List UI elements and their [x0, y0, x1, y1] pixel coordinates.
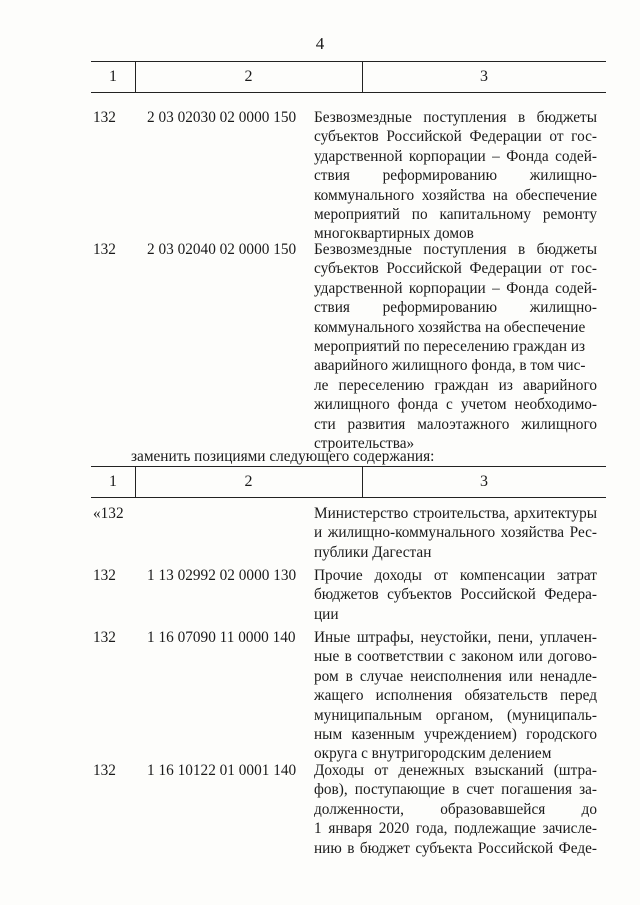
- description: [314, 628, 597, 764]
- description: [314, 566, 597, 624]
- code-admin: 132: [93, 762, 116, 779]
- intro-text: заменить позициями следующего содержания:: [131, 448, 435, 465]
- column-header: 2: [244, 68, 253, 85]
- description-line: ным казенным учреждением) городского: [314, 726, 597, 744]
- description: [314, 504, 597, 562]
- description-line: аварийного жилищного фонда, в том чис-: [314, 357, 586, 375]
- description-line: ные в соответствии с законом или догово-: [314, 648, 597, 666]
- column-header: 1: [109, 473, 117, 490]
- description-line: ствия реформированию жилищно-: [314, 299, 597, 317]
- description-line: публики Дагестан: [314, 543, 432, 561]
- budget-code: 1 16 07090 11 0000 140: [147, 629, 296, 646]
- column-header: 3: [480, 473, 488, 490]
- description-line: и жилищно-коммунального хозяйства Рес-: [314, 524, 597, 542]
- code-admin: 132: [93, 241, 116, 258]
- description-line: фов), поступающие в счет погашения за-: [314, 781, 597, 799]
- column-header: 1: [109, 68, 117, 85]
- column-header: 3: [480, 68, 488, 85]
- description-line: бюджетов субъектов Российской Федера-: [314, 586, 597, 604]
- description-line: Прочие доходы от компенсации затрат: [314, 567, 597, 584]
- description-line: жащего исполнения обязательств перед: [314, 687, 597, 705]
- description-line: 1 января 2020 года, подлежащие зачисле-: [314, 820, 597, 838]
- description-line: сти развития малоэтажного жилищного: [314, 415, 597, 433]
- budget-code: 2 03 02030 02 0000 150: [147, 109, 297, 126]
- table-header: [91, 466, 606, 498]
- description-line: субъектов Российской Федерации от гос-: [314, 260, 597, 278]
- table-header: [91, 61, 606, 93]
- description-line: ударственной корпорации – Фонда содей-: [314, 279, 597, 297]
- description-line: округа с внутригородским делением: [314, 745, 552, 763]
- code-admin: 132: [93, 109, 116, 126]
- description-line: Министерство строительства, архитектуры: [314, 505, 597, 522]
- description-line: коммунального хозяйства на обеспечение: [314, 186, 597, 204]
- description-line: ствия реформированию жилищно-: [314, 167, 597, 185]
- description: [314, 108, 597, 244]
- column-header: 2: [244, 473, 253, 490]
- code-admin: «132: [93, 505, 124, 522]
- description: [314, 240, 597, 453]
- description-line: строительства»: [314, 435, 415, 453]
- description-line: субъектов Российской Федерации от гос-: [314, 128, 597, 146]
- description: [314, 761, 597, 858]
- description-line: Иные штрафы, неустойки, пени, уплачен-: [314, 629, 597, 646]
- description-line: ции: [314, 605, 339, 623]
- code-admin: 132: [93, 629, 116, 646]
- description-line: Безвозмездные поступления в бюджеты: [314, 241, 597, 258]
- description-line: Доходы от денежных взысканий (штра-: [314, 762, 597, 779]
- description-line: нию в бюджет субъекта Российской Феде-: [314, 839, 597, 857]
- description-line: долженности, образовавшейся до: [314, 800, 597, 818]
- description-line: мероприятий по переселению граждан из: [314, 338, 586, 356]
- page-number: 4: [315, 34, 325, 53]
- description-line: ле переселению граждан из аварийного: [314, 376, 597, 394]
- description-line: коммунального хозяйства на обеспечение: [314, 318, 586, 336]
- description-line: мероприятий по капитальному ремонту: [314, 206, 597, 224]
- budget-code: 1 16 10122 01 0001 140: [147, 762, 297, 779]
- code-admin: 132: [93, 567, 116, 584]
- description-line: ром в случае неисполнения или ненадле-: [314, 667, 597, 685]
- description-line: Безвозмездные поступления в бюджеты: [314, 109, 597, 126]
- description-line: многоквартирных домов: [314, 225, 474, 243]
- budget-code: 2 03 02040 02 0000 150: [147, 241, 297, 258]
- budget-code: 1 13 02992 02 0000 130: [147, 567, 297, 584]
- description-line: муниципальным органом, (муниципаль-: [314, 706, 597, 724]
- description-line: ударственной корпорации – Фонда содей-: [314, 147, 597, 165]
- description-line: жилищного фонда с учетом необходимо-: [314, 396, 597, 414]
